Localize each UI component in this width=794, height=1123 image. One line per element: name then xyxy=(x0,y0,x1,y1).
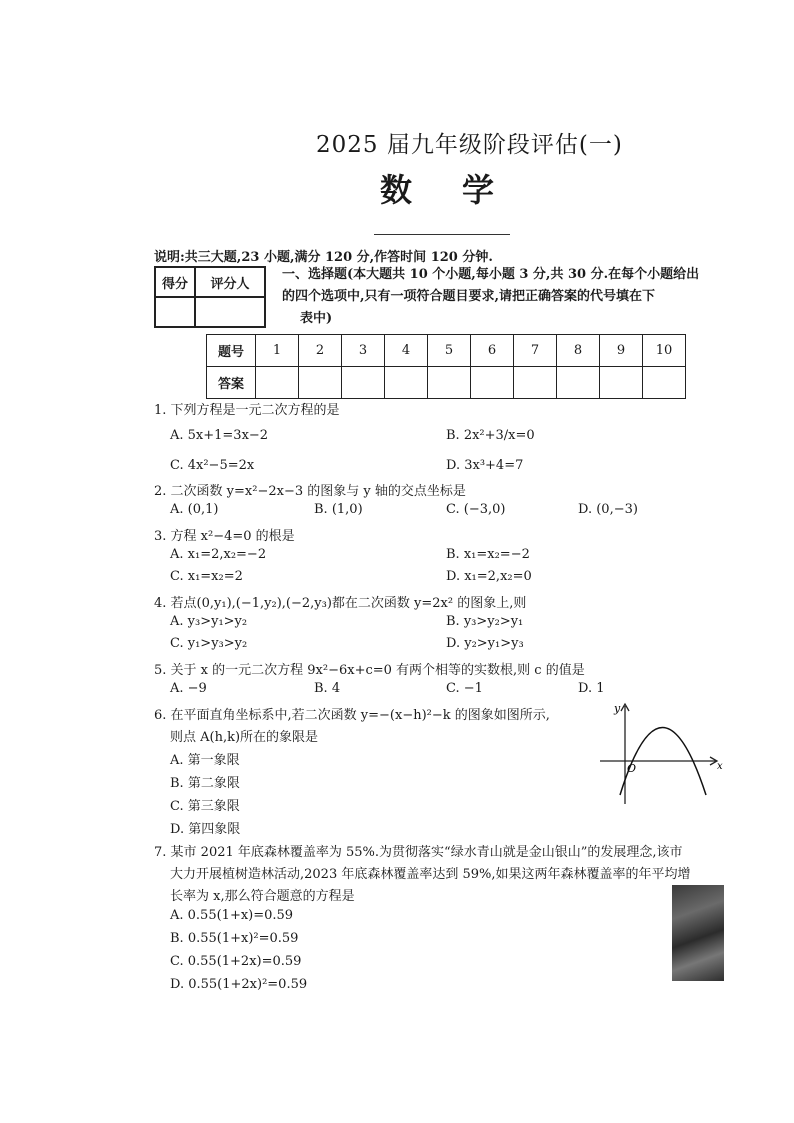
subject-title: 数学 xyxy=(380,171,545,209)
answer-table-number: 10 xyxy=(643,335,686,367)
q7-option-c[interactable]: C. 0.55(1+2x)=0.59 xyxy=(170,954,302,969)
q3-option-d[interactable]: D. x₁=2,x₂=0 xyxy=(446,569,532,584)
q5-option-c[interactable]: C. −1 xyxy=(446,681,483,696)
answer-cell[interactable] xyxy=(643,367,686,399)
q6-option-b[interactable]: B. 第二象限 xyxy=(170,776,240,791)
q5-option-d[interactable]: D. 1 xyxy=(578,681,605,696)
q3-stem: 3. 方程 x²−4=0 的根是 xyxy=(154,529,295,544)
score-box xyxy=(154,266,266,328)
grader-label: 评分人 xyxy=(195,267,265,297)
answer-table-number-label: 题号 xyxy=(207,335,256,367)
answer-table-number: 6 xyxy=(471,335,514,367)
grader-cell[interactable] xyxy=(195,297,265,327)
answer-table xyxy=(206,334,686,399)
q7-stem-line3: 长率为 x,那么符合题意的方程是 xyxy=(170,889,355,904)
answer-table-number: 2 xyxy=(299,335,342,367)
answer-cell[interactable] xyxy=(428,367,471,399)
answer-cell[interactable] xyxy=(256,367,299,399)
q2-stem: 2. 二次函数 y=x²−2x−3 的图象与 y 轴的交点坐标是 xyxy=(154,484,466,499)
q4-option-a[interactable]: A. y₃>y₁>y₂ xyxy=(170,614,248,629)
answer-cell[interactable] xyxy=(385,367,428,399)
answer-cell[interactable] xyxy=(471,367,514,399)
q3-option-c[interactable]: C. x₁=x₂=2 xyxy=(170,569,243,584)
stone-photo xyxy=(672,885,724,981)
answer-table-number: 3 xyxy=(342,335,385,367)
q5-option-b[interactable]: B. 4 xyxy=(314,681,341,696)
q1-option-d[interactable]: D. 3x³+4=7 xyxy=(446,458,524,473)
answer-cell[interactable] xyxy=(557,367,600,399)
section1-heading xyxy=(282,264,724,330)
answer-table-number: 5 xyxy=(428,335,471,367)
q4-option-b[interactable]: B. y₃>y₂>y₁ xyxy=(446,614,524,629)
q5-option-a[interactable]: A. −9 xyxy=(170,681,207,696)
section1-line2: 的四个选项中,只有一项符合题目要求,请把正确答案的代号填在下 xyxy=(282,289,656,304)
answer-table-number: 8 xyxy=(557,335,600,367)
score-cell[interactable] xyxy=(155,297,195,327)
q4-option-c[interactable]: C. y₁>y₃>y₂ xyxy=(170,636,248,651)
q6-stem-line2: 则点 A(h,k)所在的象限是 xyxy=(170,730,319,745)
q6-option-c[interactable]: C. 第三象限 xyxy=(170,799,240,814)
graph-x-label: x xyxy=(717,761,723,772)
q4-stem: 4. 若点(0,y₁),(−1,y₂),(−2,y₃)都在二次函数 y=2x² 的图象上,则 xyxy=(154,596,527,611)
q7-option-d[interactable]: D. 0.55(1+2x)²=0.59 xyxy=(170,977,308,992)
q6-option-a[interactable]: A. 第一象限 xyxy=(170,753,240,768)
q3-option-b[interactable]: B. x₁=x₂=−2 xyxy=(446,547,530,562)
parabola-graph xyxy=(598,700,726,806)
q6-option-d[interactable]: D. 第四象限 xyxy=(170,822,241,837)
q1-option-c[interactable]: C. 4x²−5=2x xyxy=(170,458,255,473)
q7-stem-line2: 大力开展植树造林活动,2023 年底森林覆盖率达到 59%,如果这两年森林覆盖率的年平均增 xyxy=(170,867,691,882)
q1-stem: 1. 下列方程是一元二次方程的是 xyxy=(154,403,340,418)
answer-table-number: 9 xyxy=(600,335,643,367)
section1-line3: 表中) xyxy=(300,311,333,326)
q6-stem-line1: 6. 在平面直角坐标系中,若二次函数 y=−(x−h)²−k 的图象如图所示, xyxy=(154,708,550,723)
q3-option-a[interactable]: A. x₁=2,x₂=−2 xyxy=(170,547,267,562)
answer-cell[interactable] xyxy=(600,367,643,399)
q5-stem: 5. 关于 x 的一元二次方程 9x²−6x+c=0 有两个相等的实数根,则 c 的值是 xyxy=(154,663,585,678)
q7-option-b[interactable]: B. 0.55(1+x)²=0.59 xyxy=(170,931,299,946)
answer-cell[interactable] xyxy=(299,367,342,399)
section1-line1: 一、选择题(本大题共 10 个小题,每小题 3 分,共 30 分.在每个小题给出 xyxy=(282,267,700,282)
answer-table-number: 4 xyxy=(385,335,428,367)
title-divider xyxy=(374,234,510,235)
q1-option-b[interactable]: B. 2x²+3/x=0 xyxy=(446,428,535,443)
graph-y-label: y xyxy=(614,702,621,715)
exam-title: 2025 届九年级阶段评估(一) xyxy=(316,132,623,158)
answer-table-number: 7 xyxy=(514,335,557,367)
q4-option-d[interactable]: D. y₂>y₁>y₃ xyxy=(446,636,524,651)
answer-table-answer-label: 答案 xyxy=(207,367,256,399)
score-label: 得分 xyxy=(155,267,195,297)
q2-option-c[interactable]: C. (−3,0) xyxy=(446,502,506,517)
answer-cell[interactable] xyxy=(514,367,557,399)
answer-cell[interactable] xyxy=(342,367,385,399)
q7-stem-line1: 7. 某市 2021 年底森林覆盖率为 55%.为贯彻落实“绿水青山就是金山银山”的发展理念,该市 xyxy=(154,845,683,860)
answer-table-number: 1 xyxy=(256,335,299,367)
q2-option-b[interactable]: B. (1,0) xyxy=(314,502,363,517)
q7-option-a[interactable]: A. 0.55(1+x)=0.59 xyxy=(170,908,294,923)
q1-option-a[interactable]: A. 5x+1=3x−2 xyxy=(170,428,269,443)
q2-option-a[interactable]: A. (0,1) xyxy=(170,502,219,517)
graph-origin-label: O xyxy=(627,762,637,775)
q2-option-d[interactable]: D. (0,−3) xyxy=(578,502,638,517)
exam-instructions: 说明:共三大题,23 小题,满分 120 分,作答时间 120 分钟. xyxy=(154,250,493,265)
